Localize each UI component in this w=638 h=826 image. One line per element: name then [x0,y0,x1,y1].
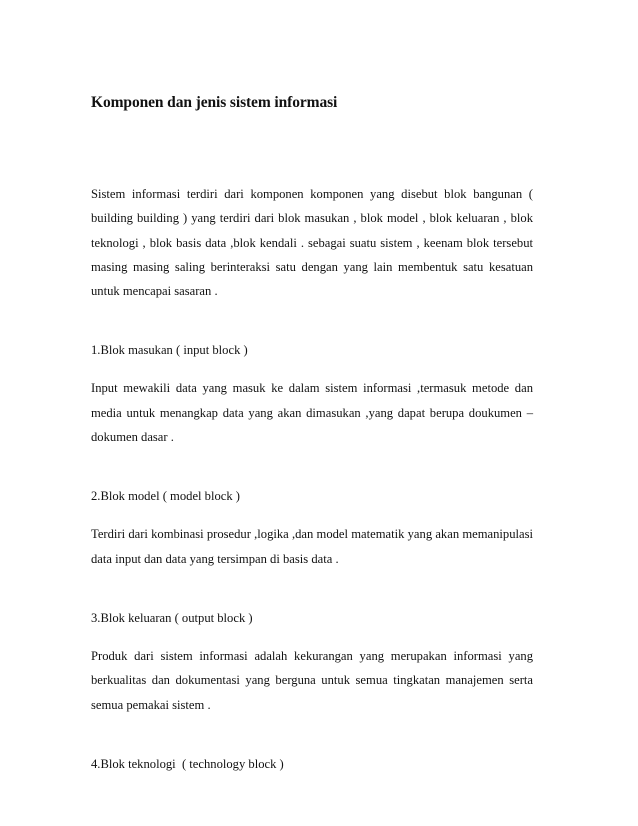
document-content [91,93,533,774]
section-body-model-block: Terdiri dari kombinasi prosedur ,logika ,dan model matematik yang akan memanipulasi data input dan data yang tersimpan di basis data . [91,527,533,566]
section-body-input-block: Input mewakili data yang masuk ke dalam sistem informasi ,termasuk metode dan media untuk menangkap data yang akan dimasukan ,yang dapat berupa doukumen – dokumen dasar . [91,381,533,445]
document-title: Komponen dan jenis sistem informasi [91,94,338,111]
section-heading-input-block: 1.Blok masukan ( input block ) [91,343,248,358]
intro-paragraph: Sistem informasi terdiri dari komponen komponen yang disebut blok bangunan ( building building ) yang terdiri dari blok masukan , blok model , blok keluaran , blok teknologi , blok basis data ,blok kendali . sebagai suatu sistem , keenam blok tersebut masing masing saling berinteraksi satu dengan yang lain membentuk satu kesatuan untuk mencapai sasaran . [91,187,533,299]
section-heading-model-block: 2.Blok model ( model block ) [91,489,241,504]
section-heading-output-block: 3.Blok keluaran ( output block ) [91,610,253,625]
section-heading-technology-block: 4.Blok teknologi ( technology block ) [91,756,284,771]
section-body-output-block: Produk dari sistem informasi adalah kekurangan yang merupakan informasi yang berkualitas dan dokumentasi yang berguna untuk semua tingkatan manajemen serta semua pemakai sistem . [91,648,533,712]
